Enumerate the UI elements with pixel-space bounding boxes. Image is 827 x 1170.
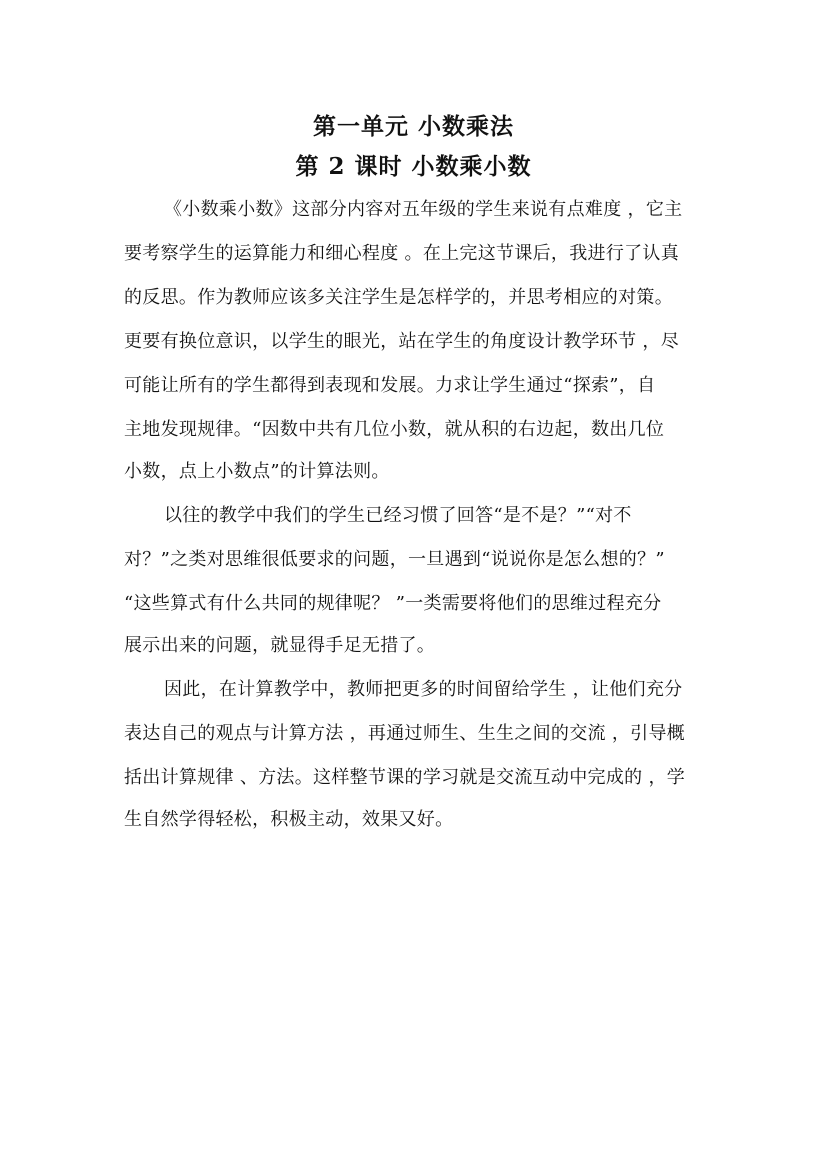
paragraph-line: 《小数乘小数》这部分内容对五年级的学生来说有点难度 ，它主 [164, 199, 683, 220]
lesson-title: 第 2 课时 小数乘小数 [295, 153, 532, 180]
paragraph-line: 对？”之类对思维很低要求的问题，一旦遇到“说说你是怎么想的？” [124, 549, 665, 570]
paragraph-line: 主地发现规律。“因数中共有几位小数，就从积的右边起，数出几位 [124, 419, 665, 440]
paragraph-line: 生自然学得轻松，积极主动，效果又好。 [124, 809, 454, 830]
paragraph-line: 小数，点上小数点”的计算法则。 [124, 461, 390, 482]
paragraph-line: 括出计算规律 、方法。这样整节课的学习就是交流互动中完成的 ，学 [124, 767, 686, 788]
paragraph-line: 更要有换位意识，以学生的眼光，站在学生的角度设计教学环节 ，尽 [124, 331, 680, 352]
paragraph-line: 以往的教学中我们的学生已经习惯了回答“是不是？”“对不 [164, 505, 632, 526]
paragraph-line: 表达自己的观点与计算方法 ，再通过师生、生生之间的交流 ，引导概 [124, 723, 686, 744]
paragraph-line: “这些算式有什么共同的规律呢？ ”一类需要将他们的思维过程充分 [124, 593, 662, 614]
paragraph-line: 的反思。作为教师应该多关注学生是怎样学的，并思考相应的对策。 [124, 287, 673, 308]
paragraph-line: 要考察学生的运算能力和细心程度 。在上完这节课后，我进行了认真 [124, 243, 680, 264]
paragraph-line: 可能让所有的学生都得到表现和发展。力求让学生通过“探索”，自 [124, 375, 656, 396]
unit-title: 第一单元 小数乘法 [312, 113, 514, 140]
paragraph-line: 展示出来的问题，就显得手足无措了。 [124, 635, 436, 656]
paragraph-line: 因此，在计算教学中，教师把更多的时间留给学生 ，让他们充分 [164, 679, 683, 700]
